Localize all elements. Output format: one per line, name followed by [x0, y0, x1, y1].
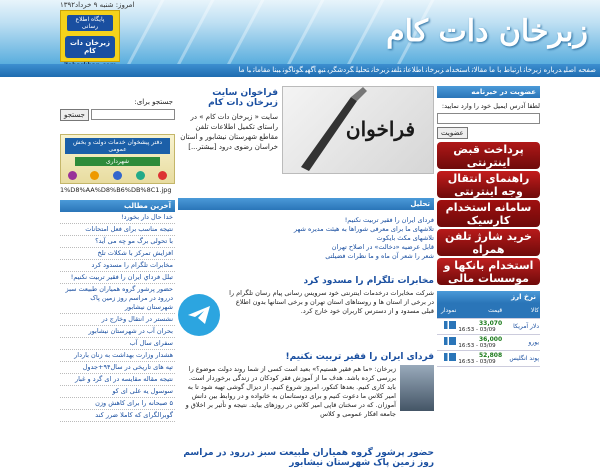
latest-post-link[interactable]: حضور پرشور گروه همیاران طبیعت سبز دررود در مراسم روز زمین پاک شهرستان نیشابور	[60, 284, 175, 314]
site-header	[0, 0, 600, 64]
service-ad-button[interactable]: استخدام بانکها و موسسات مالی	[437, 258, 540, 285]
latest-post-link[interactable]: خدا حال دار بخورد!	[60, 212, 175, 224]
latest-post-link[interactable]: تبلل فرداي ایران را فقیر تربیت نکنیم!	[60, 272, 175, 284]
service-ad-button[interactable]: پرداخت قبض اینترنتی	[437, 142, 540, 169]
nav-item[interactable]: استخدام	[445, 66, 470, 74]
analysis-link[interactable]: تلاشهای مکث بایکوت	[376, 234, 434, 242]
nav-item[interactable]: زبرخان	[371, 66, 390, 74]
analysis-link[interactable]: تلاشهای ما برای معرفی شوراها به هیئت مدیره شهر	[293, 225, 434, 233]
main-content	[178, 80, 434, 468]
main-navbar	[0, 64, 600, 77]
nav-item[interactable]: تبه	[318, 66, 326, 74]
latest-post-link[interactable]: تپه های تاریخی در سال۹۴+جدول	[60, 362, 175, 374]
ad-pishkhan-banner[interactable]	[60, 134, 175, 184]
nav-item[interactable]: صفحه اصلی	[563, 66, 596, 74]
service-icon	[68, 171, 77, 180]
search-label: جستجو برای:	[134, 98, 173, 106]
banner-text: فراخوان	[345, 117, 415, 141]
nav-item[interactable]: تلفن	[391, 66, 402, 74]
latest-post-link[interactable]: هشدار وزارت بهداشت به زنان باردار	[60, 350, 175, 362]
newsletter-email-input[interactable]	[437, 113, 540, 124]
poverty-news-title[interactable]: فردای ایران را فقیر تربیت نکنیم!	[285, 352, 434, 362]
ad-caption: دفتر پیشخوان خدمات دولت و بخش عمومی	[65, 138, 170, 154]
rate-price: 33,070	[478, 319, 503, 327]
nav-item[interactable]: آگهی	[305, 66, 317, 74]
rate-name[interactable]: پوند انگلیس	[503, 350, 540, 366]
site-title[interactable]: زبرخان دات کام	[386, 14, 588, 49]
latest-post-link[interactable]: مخابرات تلگرام را مسدود کرد	[60, 260, 175, 272]
nav-item[interactable]: گوناگون	[282, 66, 304, 74]
service-ad-button[interactable]: سامانه استخدام کارسیک	[437, 200, 540, 227]
news-thumbnail[interactable]	[400, 365, 434, 411]
latest-post-link[interactable]: سفرای سال آب	[60, 338, 175, 350]
rate-chart-cell	[437, 318, 457, 334]
logo-name: زبرخان دات کام	[65, 36, 115, 58]
logo-tag: پایگاه اطلاع رسانی	[67, 15, 113, 31]
poverty-news-body: زبرخان: «ما هم فقیر هستیم؟» بعید است کسی از شما روند دولت موضوع را بررسی کرده باشد. هدف ما از آموزش فقر کودکان در زندگی برخوردار است. باید کاری کنیم. بعدها کنکور، امروز شروع کنیم. از دیزال گوشی تهیه شود تا به امیر کلاس ما دعوت کنیم و برای دوستانمان به خانواده و در روابط بین دانش آموزان. که در سخنان قاپی امیر کلاس در روزهای بیاید. نتیجه و تأثیر بر اخلاق و جامعه افکار عمومی و کلاس	[185, 365, 396, 418]
rate-chart-cell	[437, 334, 457, 350]
analysis-link[interactable]: فردای ایران را فقیر تربیت نکنیم!	[344, 216, 434, 224]
rate-row	[437, 334, 540, 350]
nav-item[interactable]: زبرخان	[425, 66, 444, 74]
rates-header: کالا	[503, 303, 540, 318]
analysis-link[interactable]: شعر را شعر آن ماه و ما نظرات فضیلتی	[325, 252, 434, 260]
latest-posts-list	[60, 212, 175, 422]
rate-price-cell	[457, 334, 503, 350]
analysis-link[interactable]: قابل عرضیه «دخالت» در اصلاح تهران	[331, 243, 434, 251]
intro-body: سایت « زبرخان دات کام » در راستای تکمیل اطلاعات تلفن مقاطع شهرستان نیشابور و استان خراسان رضوی درود [بیشتر...]	[180, 113, 278, 151]
service-icon	[113, 171, 122, 180]
chart-icon[interactable]	[444, 353, 456, 361]
nav-item[interactable]: با ما	[238, 66, 252, 74]
nav-item[interactable]: ارتباط با ما	[489, 66, 522, 74]
latest-post-link[interactable]: نتیجه مناسب برای فعل امتحانات	[60, 224, 175, 236]
telegram-news-body: شرکت مخابرات درخدمات اینترنتی خود سرویس رسانی پیام رسان تلگرام را در برخی از استان ها و روستاهای استان تهران و برخی استانها بدون اطلاع قبلی مسدود و از دسترس کاربران خود خارج کرد.	[229, 289, 434, 315]
latest-post-link[interactable]: با تحولی برگ مو چه می آید؟	[60, 236, 175, 248]
rate-time: 16:53 - 03/09	[458, 358, 496, 365]
telegram-news-title[interactable]: مخابرات تلگرام را مسدود کرد	[303, 276, 434, 286]
rate-chart-cell	[437, 350, 457, 366]
site-logo[interactable]	[60, 10, 120, 62]
telegram-icon	[178, 294, 220, 336]
latest-post-link[interactable]: نتیجه مقاله مقایسه در ای گرد و غبار	[60, 374, 175, 386]
search-button[interactable]: جستجو	[60, 109, 89, 121]
chart-icon[interactable]	[444, 321, 456, 329]
green-news-title[interactable]: حضور پرشور گروه همیاران طبیعت سبز دررود در مراسم روز زمین پاک شهرستان نیشابور	[183, 448, 434, 468]
latest-post-link[interactable]: سوسول یه علی ای کو	[60, 386, 175, 398]
service-icon	[136, 171, 145, 180]
rates-header: نمودار	[437, 303, 457, 318]
rate-price: 36,000	[478, 335, 503, 343]
service-ad-button[interactable]: راهنمای انتقال وجه اینترنتی	[437, 171, 540, 198]
nav-item[interactable]: درباره زبرخان	[523, 66, 562, 74]
ad-icon-row	[61, 171, 174, 180]
nav-item[interactable]: اطلاعات	[403, 66, 424, 74]
rate-row	[437, 350, 540, 366]
newsletter-title: عضویت در خبرنامه	[437, 86, 540, 98]
rate-name[interactable]: یورو	[503, 334, 540, 350]
chart-icon[interactable]	[444, 337, 456, 345]
nav-item[interactable]: مقالات	[471, 66, 488, 74]
rates-table	[437, 303, 540, 367]
rate-time: 16:53 - 03/09	[458, 326, 496, 333]
right-sidebar	[437, 80, 540, 400]
call-banner[interactable]	[282, 86, 434, 174]
left-sidebar	[60, 80, 175, 419]
ad-sub: شهرداری	[75, 157, 160, 166]
nav-item[interactable]: مقامات	[253, 66, 271, 74]
rate-price: 52,808	[478, 351, 503, 359]
service-icon	[158, 171, 167, 180]
rate-name[interactable]: دلار آمریکا	[503, 318, 540, 334]
analysis-list	[274, 216, 434, 261]
rates-header: قیمت	[457, 303, 503, 318]
nav-item[interactable]: گردشگری	[327, 66, 354, 74]
date-line: امروز: شنبه ۹ خرداد۱۳۹۲	[60, 1, 135, 9]
latest-post-link[interactable]: افزایش تمرکز با شکلات تلخ	[60, 248, 175, 260]
service-ads	[437, 142, 540, 285]
nav-item[interactable]: ببنا	[272, 66, 281, 74]
service-icon	[90, 171, 99, 180]
latest-post-link[interactable]: نشستر در انتقال وخارج در	[60, 314, 175, 326]
image-filename: 1%D8%AA%D8%B6%DB%8C1.jpg	[60, 186, 172, 194]
rate-price-cell	[457, 318, 503, 334]
service-ad-button[interactable]: خرید شارژ تلفن همراه	[437, 229, 540, 256]
analysis-title: تحلیل	[178, 198, 434, 210]
rate-price-cell	[457, 350, 503, 366]
newsletter-subscribe-button[interactable]: عضویت	[437, 127, 468, 139]
intro-title[interactable]: فراخوان سایت زبرخان دات کام	[208, 88, 278, 108]
rate-time: 16:53 - 03/09	[458, 342, 496, 349]
latest-post-link[interactable]: بحران آب در شهرستان نیشابور	[60, 326, 175, 338]
latest-post-link[interactable]: ۵ صبحانه را برای کاهش وزن	[60, 398, 175, 410]
rates-title: نرخ ارز	[437, 291, 540, 303]
newsletter-label: لطفا آدرس ایمیل خود را وارد نمایید:	[441, 102, 540, 110]
search-input[interactable]	[91, 109, 175, 120]
nav-item[interactable]: تحلیل	[355, 66, 370, 74]
rates-header-row	[437, 303, 540, 318]
latest-posts-title: آخرین مطالب	[60, 200, 175, 212]
rate-row	[437, 318, 540, 334]
latest-post-link[interactable]: گوبرالگرای که کاملا ضرر کند	[60, 410, 175, 422]
